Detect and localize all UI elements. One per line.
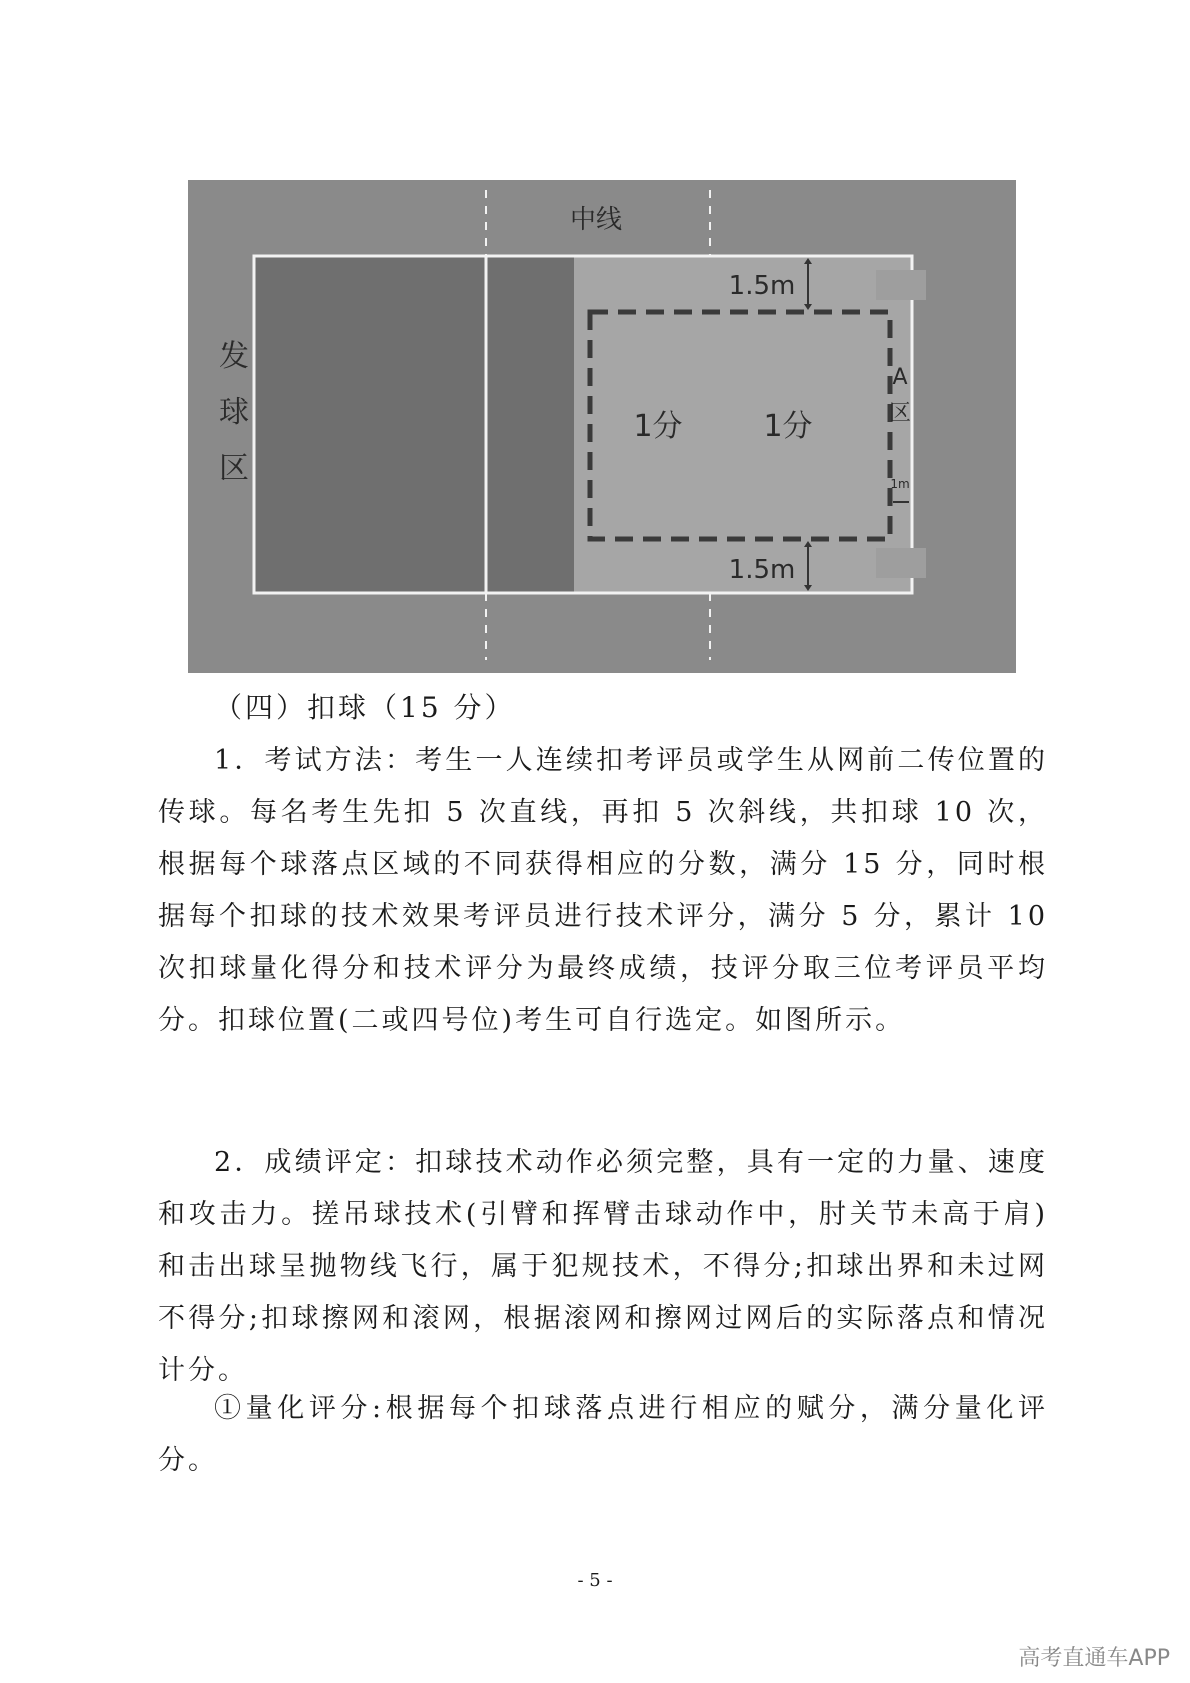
zone-a-label-1: A: [892, 365, 908, 390]
zone-a-label-2: 区: [888, 401, 912, 426]
score-label-right: 1分: [763, 409, 813, 444]
target-court: [574, 256, 912, 593]
paragraph-exam-method: 1．考试方法：考生一人连续扣考评员或学生从网前二传位置的传球。每名考生先扣 5 次直线，再扣 5 次斜线，共扣球 10 次，根据每个球落点区域的不同获得相应的分数，满分 15 分，同时根据每个扣球的技术效果考评员进行技术评分，满分 5 分，累计 10 次扣球量化得分和技术评分为最终成绩，技评分取三位考评员平均分。扣球位置(二或四号位)考生可自行选定。如图所示。: [158, 745, 1048, 1036]
right-tab-bottom: [876, 548, 926, 578]
serve-side-court: [254, 256, 472, 593]
court-diagram: [188, 180, 1016, 673]
court-diagram-svg: [188, 180, 1016, 673]
serve-zone-label-2: 球: [219, 395, 249, 430]
dim-bottom-label: 1.5m: [728, 555, 796, 585]
section-heading: （四）扣球（15 分）: [214, 691, 516, 724]
dim-side-label: 1m: [890, 477, 910, 491]
serve-zone-label-1: 发: [219, 339, 249, 374]
dim-top-label: 1.5m: [728, 271, 796, 301]
center-line-label: 中线: [569, 205, 623, 235]
watermark: 高考直通车APP: [1018, 1646, 1170, 1671]
paragraph-grading: 2．成绩评定：扣球技术动作必须完整，具有一定的力量、速度和攻击力。搓吊球技术(引臂和挥臂击球动作中，肘关节未高于肩)和击出球呈抛物线飞行，属于犯规技术，不得分;扣球出界和未过网不得分;扣球擦网和滚网，根据滚网和擦网过网后的实际落点和情况计分。: [158, 1147, 1048, 1386]
score-label-left: 1分: [633, 409, 683, 444]
paragraph-quantified-score: ①量化评分:根据每个扣球落点进行相应的赋分，满分量化评分。: [158, 1393, 1048, 1476]
page-number: - 5 -: [577, 1570, 613, 1591]
right-tab-top: [876, 270, 926, 300]
serve-zone-label-3: 区: [219, 451, 249, 486]
